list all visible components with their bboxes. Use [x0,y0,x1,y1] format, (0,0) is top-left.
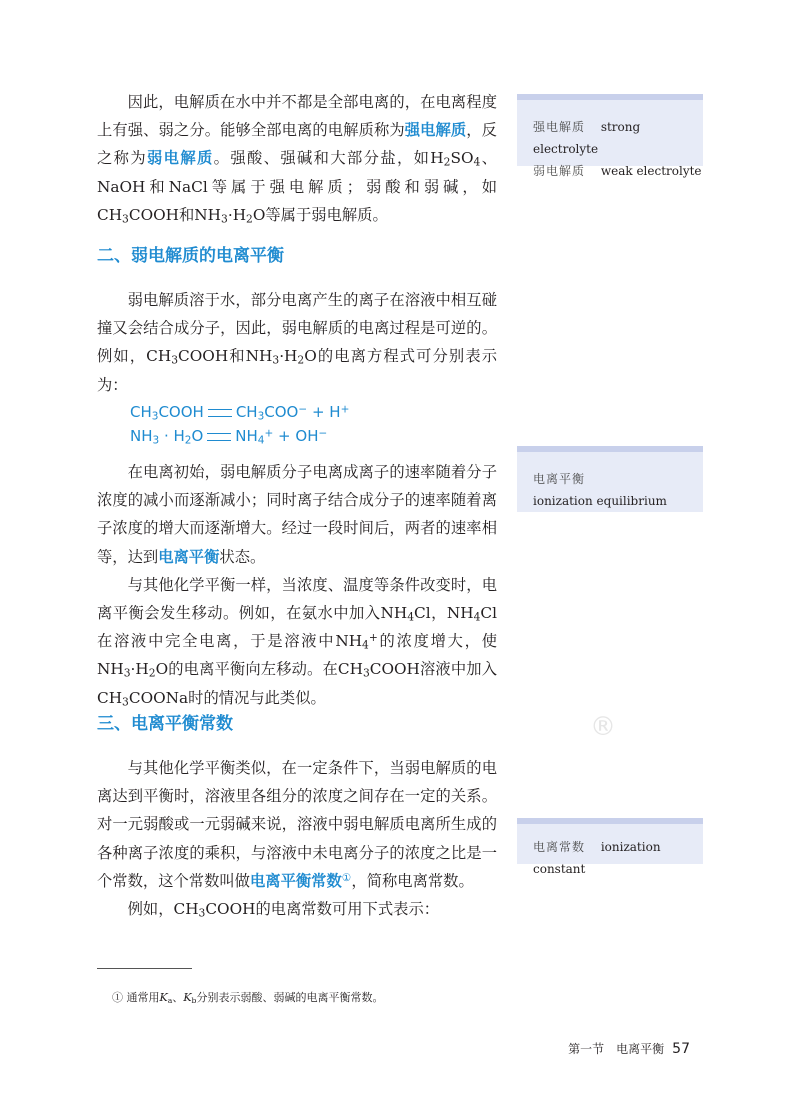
page-number: 57 [672,1041,690,1057]
sidebar-glossary-electrolyte [517,94,703,178]
paragraph-constant-definition: 与其他化学平衡类似，在一定条件下，当弱电解质的电离达到平衡时，溶液里各组分的浓度之间存在一定的关系。对一元弱酸或一元弱碱来说，溶液中弱电解质电离所生成的各种离子浓度的乘积，与溶液中未电离分子的浓度之比是一个常数，这个常数叫做电离平衡常数①，简称电离常数。 例如，$CH_3COOH$的电离常数可用下式表示： [97,754,497,923]
paragraph-intro [97,88,497,229]
registered-watermark: ® [590,712,616,742]
glossary-en: ionization equilibrium [533,494,667,508]
footnote-divider [97,968,192,969]
paragraph-example: 例如，$CH_3COOH$的电离常数可用下式表示： [127,900,440,920]
footnote: ① 通常用$K_a$、$K_b$分别表示弱酸、弱碱的电离平衡常数。 [112,991,384,1005]
glossary-entry: 弱电解质 weak electrolyte [533,164,702,178]
equation-ammonia: $NH_3 \cdot H_2O$ $NH_4^+ + OH^-$ [130,427,328,447]
term-weak-electrolyte: 弱电解质 [147,149,214,168]
glossary-entry: 强电解质 strong electrolyte [533,120,641,156]
section-name: 第一节 电离平衡 [568,1042,665,1056]
term-ionization-constant: 电离平衡常数 [249,871,342,890]
term-ionization-equilibrium: 电离平衡 [158,547,220,566]
sidebar-glossary-constant: 电离常数 ionization constant [517,818,703,864]
paragraph-ionization-process: 在电离初始，弱电解质分子电离成离子的速率随着分子浓度的减小而逐渐减小；同时离子结合成分子的速率随着离子浓度的增大而逐渐增大。经过一段时间后，两者的速率相等，达到电离平衡状态。 与其他化学平衡一样，当浓度、温度等条件改变时，电离平衡会发生移动。例如，在氨水中加入$NH_4Cl$，$NH_4Cl$在溶液中完全电离，于是溶液中$NH_4^+$的浓度增大，使$NH_3\cdot H_2O$的电离平衡向左移动。在$CH_3COOH$溶液中加入$CH_3COONa$时的情况与此类似。 [97,458,497,712]
paragraph-electrolyte-strength: 因此，电解质在水中并不都是全部电离的，在电离程度上有强、弱之分。能够全部电离的电解质称为强电解质，反之称为弱电解质。强酸、强碱和大部分盐，如$H_2SO_4$、NaOH和NaCl等属于强电解质；弱酸和弱碱，如$CH_3COOH$和$NH_3\cdot H_2O$等属于弱电解质。 [97,93,497,226]
page-footer [568,1040,690,1057]
section-title-ionization-equilibrium: 二、弱电解质的电离平衡 [97,246,284,266]
glossary-zh: 电离平衡 [533,472,586,486]
term-strong-electrolyte: 强电解质 [404,121,467,140]
reversible-arrow-icon [208,409,232,417]
sidebar-glossary-equilibrium [517,446,703,512]
reversible-arrow-icon [207,433,231,441]
paragraph-weak-electrolyte: 弱电解质溶于水，部分电离产生的离子在溶液中相互碰撞又会结合成分子，因此，弱电解质的电离过程是可逆的。例如，$CH_3COOH$和$NH_3\cdot H_2O$的电离方程式可分别表示为： [97,291,498,394]
footnote-ref: ① [341,871,352,884]
paragraph-equilibrium-shift: 与其他化学平衡一样，当浓度、温度等条件改变时，电离平衡会发生移动。例如，在氨水中加入$NH_4Cl$，$NH_4Cl$在溶液中完全电离，于是溶液中$NH_4^+$的浓度增大，使$NH_3\cdot H_2O$的电离平衡向左移动。在$CH_3COOH$溶液中加入$CH_3COONa$时的情况与此类似。 [97,575,497,709]
equation-acetic-acid: $CH_3COOH$ $CH_3COO^- + H^+$ [130,403,350,423]
section-title-ionization-constant: 三、电离平衡常数 [97,714,233,734]
